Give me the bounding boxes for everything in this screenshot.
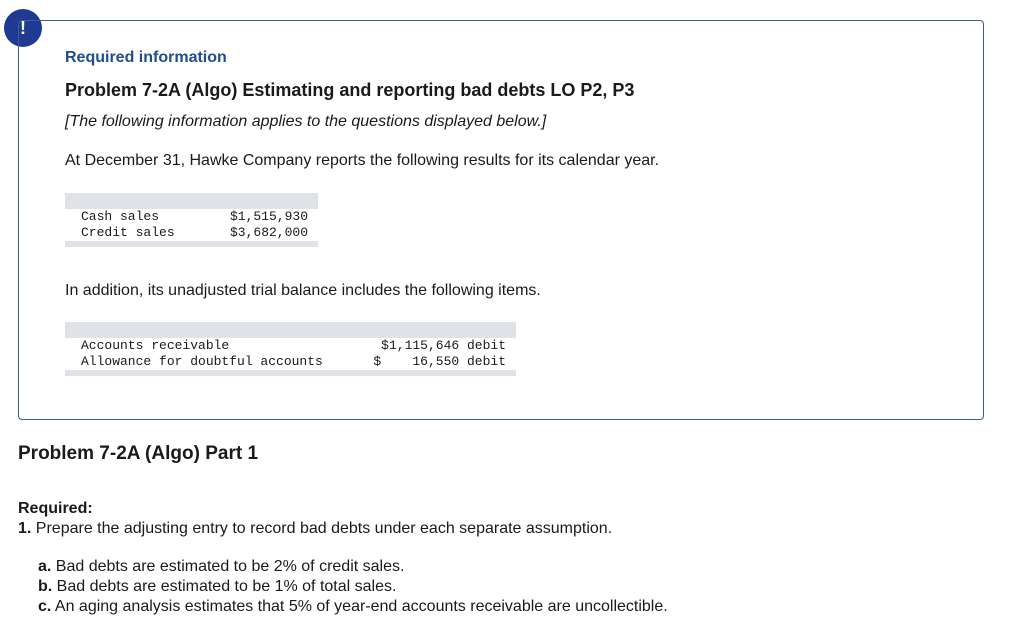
table-row bbox=[65, 354, 516, 370]
trial-balance-intro: In addition, its unadjusted trial balance includes the following items. bbox=[65, 282, 541, 299]
assumption-letter: b. bbox=[38, 578, 53, 595]
account-label: Allowance for doubtful accounts bbox=[81, 354, 323, 369]
question-text: Prepare the adjusting entry to record bad debts under each separate assumption. bbox=[31, 520, 613, 537]
required-information-heading: Required information bbox=[65, 49, 227, 66]
required-label: Required: bbox=[18, 500, 93, 517]
assumption-c bbox=[38, 598, 668, 616]
sales-label: Credit sales bbox=[81, 225, 175, 240]
table-row bbox=[65, 225, 318, 241]
account-value: $ 16,550 debit bbox=[373, 354, 506, 369]
assumption-letter: c. bbox=[38, 598, 52, 615]
table-row bbox=[65, 338, 516, 354]
assumption-text: Bad debts are estimated to be 2% of credit sales. bbox=[51, 558, 405, 575]
alert-icon: ! bbox=[4, 9, 42, 47]
assumption-letter: a. bbox=[38, 558, 52, 575]
sales-value: $3,682,000 bbox=[229, 225, 308, 240]
problem-title: Problem 7-2A (Algo) Estimating and reporting bad debts LO P2, P3 bbox=[65, 80, 635, 100]
sales-table bbox=[65, 193, 318, 247]
applies-note: [The following information applies to the questions displayed below.] bbox=[65, 113, 547, 130]
account-label: Accounts receivable bbox=[81, 338, 230, 353]
trial-balance-table bbox=[65, 322, 516, 376]
assumption-b bbox=[38, 578, 396, 596]
assumption-text: An aging analysis estimates that 5% of year-end accounts receivable are uncollectible. bbox=[51, 598, 668, 615]
assumption-text: Bad debts are estimated to be 1% of total sales. bbox=[52, 578, 397, 595]
sales-value: $1,515,930 bbox=[229, 209, 308, 224]
table-row bbox=[65, 209, 318, 225]
account-value: $1,115,646 debit bbox=[381, 338, 506, 353]
question-number: 1. bbox=[18, 520, 32, 537]
sales-label: Cash sales bbox=[81, 209, 160, 224]
assumption-a bbox=[38, 558, 404, 576]
question-1 bbox=[18, 520, 612, 538]
intro-paragraph: At December 31, Hawke Company reports the following results for its calendar year. bbox=[65, 152, 660, 169]
part-title: Problem 7-2A (Algo) Part 1 bbox=[18, 443, 259, 464]
